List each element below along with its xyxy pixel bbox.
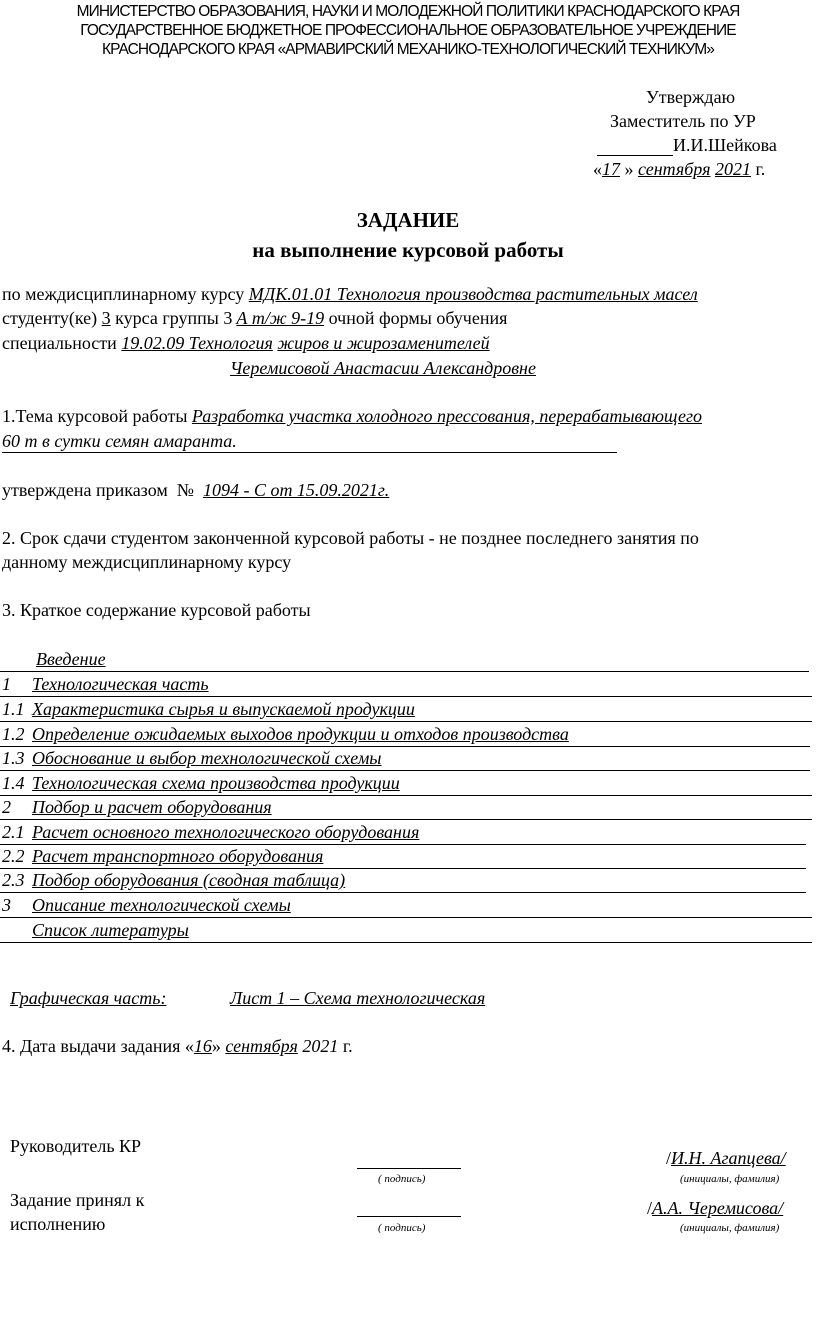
ministry-line: МИНИСТЕРСТВО ОБРАЗОВАНИЯ, НАУКИ И МОЛОДЕЖНОЙ ПОЛИТИКИ КРАСНОДАРСКОГО КРАЯ	[76, 3, 740, 20]
approver-name: И.И.Шейкова	[673, 135, 777, 155]
contents-item	[0, 722, 810, 747]
issue-date-row	[2, 1036, 353, 1057]
contents-item	[0, 844, 806, 869]
contents-item-text: Описание технологической схемы	[32, 895, 291, 915]
specialty-code: 19.02.09 Технология	[121, 333, 273, 353]
specialty-row	[2, 333, 490, 354]
contents-item-text: Технологическая часть	[32, 674, 209, 694]
contents-item	[0, 771, 812, 796]
approval-year-suffix: г.	[755, 159, 766, 179]
student-sig-slash: /	[647, 1198, 653, 1218]
college-line: КРАСНОДАРСКОГО КРАЯ «АРМАВИРСКИЙ МЕХАНИКО-ТЕХНОЛОГИЧЕСКИЙ ТЕХНИКУМ»	[102, 41, 714, 58]
student-signature-line	[357, 1216, 461, 1217]
issue-date-year: 2021	[302, 1036, 339, 1056]
contents-item-text: Технологическая схема производства продукции	[32, 773, 400, 793]
supervisor-label: Руководитель КР	[10, 1136, 142, 1156]
student-name: Черемисовой Анастасии Александровне	[230, 358, 536, 378]
contents-item	[0, 697, 812, 722]
supervisor-slash: /	[666, 1148, 672, 1168]
contents-item-text: Расчет основного технологического оборудования	[32, 822, 420, 842]
specialty-name: жиров и жирозаменителей	[277, 333, 490, 353]
contents-item-number: 2.2	[2, 846, 25, 866]
student-sig-name-row	[647, 1198, 783, 1219]
contents-item-number: 2.3	[2, 870, 25, 890]
student-row	[2, 308, 507, 329]
supervisor-name: И.Н. Агапцева/	[671, 1148, 786, 1168]
supervisor-name-row	[666, 1148, 786, 1169]
contents-item	[0, 795, 812, 820]
accepted-label-2: исполнению	[10, 1214, 106, 1234]
specialty-label: специальности	[2, 333, 117, 353]
approval-open-quote: «	[593, 159, 602, 179]
contents-item	[0, 746, 810, 771]
topic-underline	[2, 452, 617, 453]
contents-item-number: 1.1	[2, 699, 25, 719]
contents-item-number: 2	[2, 797, 11, 817]
contents-item-text: Список литературы	[32, 920, 189, 940]
graphic-part-value: Лист 1 – Схема технологическая	[230, 988, 486, 1008]
topic-value-line2: 60 т в сутки семян амаранта.	[2, 431, 237, 451]
contents-item	[0, 918, 812, 943]
topic-label: 1.Тема курсовой работы	[2, 406, 188, 426]
supervisor-signature-line	[357, 1168, 461, 1169]
contents-item	[0, 893, 812, 918]
discipline-row	[2, 284, 698, 305]
topic-value-line1: Разработка участка холодного прессования, перерабатывающего	[191, 406, 702, 426]
approval-date	[593, 159, 765, 180]
student-sign-caption: ( подпись)	[378, 1222, 426, 1234]
student-sig-name: А.А. Черемисова/	[652, 1198, 784, 1218]
supervisor-initials-caption: (инициалы, фамилия)	[680, 1173, 780, 1185]
student-initials-caption: (инициалы, фамилия)	[680, 1222, 780, 1234]
contents-heading: 3. Краткое содержание курсовой работы	[2, 600, 311, 620]
contents-item	[0, 672, 812, 697]
student-label: студенту(ке)	[2, 308, 98, 328]
deadline-line2: данному междисциплинарному курсу	[2, 552, 292, 572]
contents-item-text: Характеристика сырья и выпускаемой продукции	[32, 699, 415, 719]
contents-item	[0, 647, 809, 672]
course-number: 3	[101, 308, 111, 328]
contents-item-text: Введение	[36, 649, 106, 669]
approve-label: Утверждаю	[646, 87, 736, 107]
order-label: утверждена приказом	[2, 480, 168, 500]
discipline-label: по междисциплинарному курсу	[2, 284, 245, 304]
contents-item	[0, 868, 806, 893]
institution-line: ГОСУДАРСТВЕННОЕ БЮДЖЕТНОЕ ПРОФЕССИОНАЛЬНОЕ ОБРАЗОВАТЕЛЬНОЕ УЧРЕЖДЕНИЕ	[80, 22, 736, 39]
contents-item-text: Подбор и расчет оборудования	[32, 797, 272, 817]
issue-date-suffix: г.	[342, 1036, 353, 1056]
issue-date-month: сентября	[225, 1036, 298, 1056]
course-label: курса группы 3	[115, 308, 233, 328]
contents-item-text: Расчет транспортного оборудования	[32, 846, 324, 866]
accepted-label-1: Задание принял к	[10, 1190, 145, 1210]
graphic-part-label: Графическая часть:	[10, 988, 167, 1008]
contents-item-number: 1.3	[2, 748, 25, 768]
contents-item-text: Подбор оборудования (сводная таблица)	[32, 870, 346, 890]
supervisor-sign-caption: ( подпись)	[378, 1173, 426, 1185]
contents-item-number: 3	[2, 895, 11, 915]
discipline-value: МДК.01.01 Технология производства растительных масел	[248, 284, 698, 304]
issue-date-close-quote: »	[211, 1036, 221, 1056]
approver-signature-line	[597, 155, 673, 156]
contents-item-number: 1	[2, 674, 11, 694]
order-value: 1094 - С от 15.09.2021г.	[202, 480, 390, 500]
contents-item-text: Обоснование и выбор технологической схемы	[32, 748, 382, 768]
document-title: ЗАДАНИЕ	[356, 208, 460, 232]
contents-item	[0, 820, 806, 845]
topic-row	[2, 406, 702, 427]
order-number-sign: №	[176, 480, 194, 500]
group-value: А т/ж 9-19	[236, 308, 325, 328]
approval-month: сентября	[638, 159, 711, 179]
approval-close-quote: »	[624, 159, 634, 179]
approver-position: Заместитель по УР	[610, 111, 756, 131]
study-form: очной формы обучения	[328, 308, 508, 328]
order-row	[2, 480, 389, 501]
approval-year: 2021	[714, 159, 751, 179]
approval-day: 17	[602, 159, 620, 179]
deadline-line1: 2. Срок сдачи студентом законченной курсовой работы - не позднее последнего занятия по	[2, 528, 699, 548]
contents-item-number: 1.4	[2, 773, 25, 793]
contents-item-number: 2.1	[2, 822, 25, 842]
contents-item-text: Определение ожидаемых выходов продукции и отходов производства	[32, 724, 569, 744]
document-subtitle: на выполнение курсовой работы	[252, 238, 564, 262]
issue-date-day: 16	[193, 1036, 212, 1056]
contents-item-number: 1.2	[2, 724, 25, 744]
issue-date-label: 4. Дата выдачи задания «	[2, 1036, 194, 1056]
